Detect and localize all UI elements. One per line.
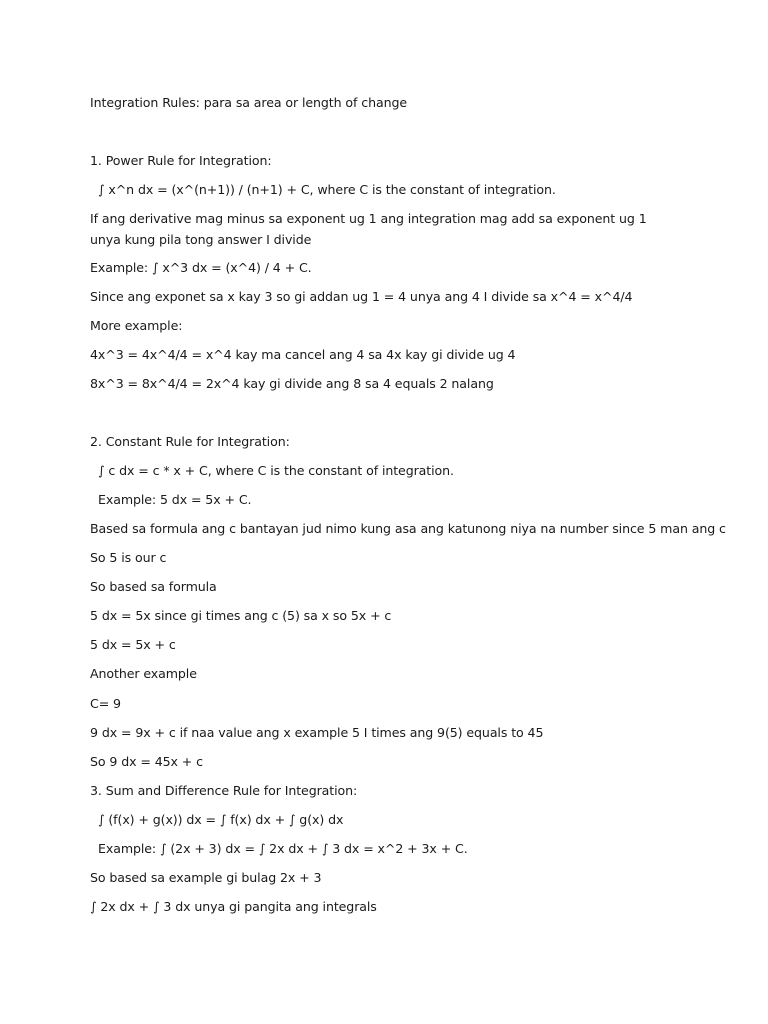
power-rule-more-example-1: 4x^3 = 4x^4/4 = x^4 kay ma cancel ang 4 sa 4x kay gi divide ug 4 bbox=[90, 347, 516, 362]
power-rule-more-example-2: 8x^3 = 8x^4/4 = 2x^4 kay gi divide ang 8 sa 4 equals 2 nalang bbox=[90, 376, 494, 391]
sum-difference-example: Example: ∫ (2x + 3) dx = ∫ 2x dx + ∫ 3 dx = x^2 + 3x + C. bbox=[98, 841, 468, 856]
constant-rule-line-9: So 9 dx = 45x + c bbox=[90, 754, 203, 769]
document-title: Integration Rules: para sa area or length of change bbox=[90, 95, 408, 110]
sum-difference-line-1: So based sa example gi bulag 2x + 3 bbox=[90, 870, 322, 885]
constant-rule-line-7: C= 9 bbox=[90, 696, 121, 711]
constant-rule-example: Example: 5 dx = 5x + C. bbox=[98, 492, 252, 507]
power-rule-formula: ∫ x^n dx = (x^(n+1)) / (n+1) + C, where C is the constant of integration. bbox=[98, 182, 556, 197]
section-heading-sum-difference-rule: 3. Sum and Difference Rule for Integration: bbox=[90, 783, 358, 798]
power-rule-example-explanation: Since ang exponet sa x kay 3 so gi addan ug 1 = 4 unya ang 4 I divide sa x^4 = x^4/4 bbox=[90, 289, 633, 304]
sum-difference-formula: ∫ (f(x) + g(x)) dx = ∫ f(x) dx + ∫ g(x) dx bbox=[98, 812, 344, 827]
constant-rule-line-1: Based sa formula ang c bantayan jud nimo kung asa ang katunong niya na number since 5 man ang c bbox=[90, 521, 726, 536]
power-rule-explanation: If ang derivative mag minus sa exponent ug 1 ang integration mag add sa exponent ug 1 unya kung pila tong answer I divide bbox=[90, 211, 647, 247]
constant-rule-line-4: 5 dx = 5x since gi times ang c (5) sa x so 5x + c bbox=[90, 608, 392, 623]
power-rule-more-example-label: More example: bbox=[90, 318, 183, 333]
constant-rule-formula: ∫ c dx = c * x + C, where C is the constant of integration. bbox=[98, 463, 454, 478]
constant-rule-line-6: Another example bbox=[90, 666, 197, 681]
constant-rule-line-2: So 5 is our c bbox=[90, 550, 167, 565]
constant-rule-line-3: So based sa formula bbox=[90, 579, 217, 594]
section-heading-power-rule: 1. Power Rule for Integration: bbox=[90, 153, 272, 168]
constant-rule-line-5: 5 dx = 5x + c bbox=[90, 637, 176, 652]
sum-difference-line-2: ∫ 2x dx + ∫ 3 dx unya gi pangita ang integrals bbox=[90, 899, 377, 914]
section-heading-constant-rule: 2. Constant Rule for Integration: bbox=[90, 434, 290, 449]
power-rule-example: Example: ∫ x^3 dx = (x^4) / 4 + C. bbox=[90, 260, 312, 275]
constant-rule-line-8: 9 dx = 9x + c if naa value ang x example 5 I times ang 9(5) equals to 45 bbox=[90, 725, 544, 740]
